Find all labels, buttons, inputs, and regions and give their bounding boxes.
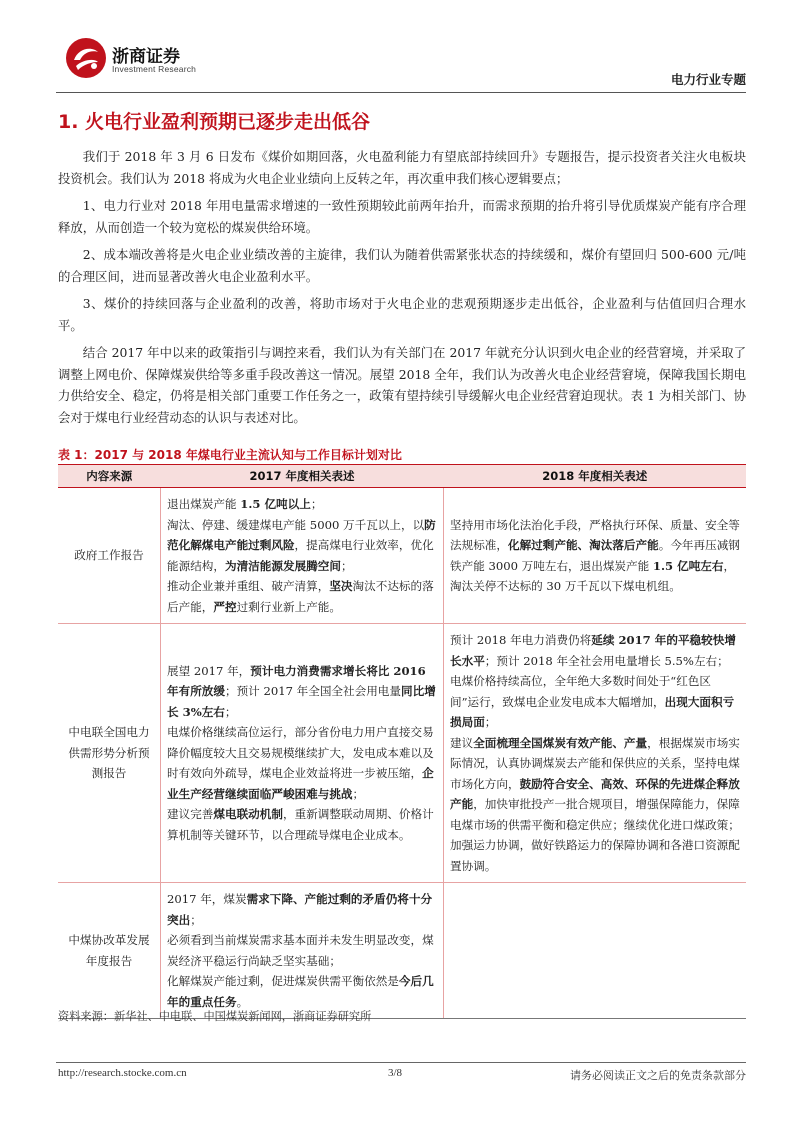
- bold-text: 坚决: [329, 579, 353, 593]
- cell-line: [167, 661, 437, 723]
- text: ；: [190, 912, 202, 927]
- source-note: 资料来源：新华社、中电联、中国煤炭新闻网，浙商证券研究所: [58, 1010, 372, 1023]
- text: 2017 年，煤炭: [167, 892, 247, 906]
- bold-text: 同比增长 3%左右: [167, 684, 436, 719]
- text: 必须看到当前煤炭需求基本面并未发生明显改变，煤炭经济平稳运行尚缺乏坚实基础；: [167, 933, 434, 968]
- bold-text: 企业生产经营继续面临严峻困难与挑战: [167, 766, 434, 801]
- row-source: 政府工作报告: [58, 488, 161, 624]
- table-row: [58, 488, 746, 624]
- zheshang-logo-icon: [64, 36, 108, 80]
- header-divider: [56, 92, 746, 93]
- text: 。: [236, 994, 249, 1009]
- page-header: [56, 36, 746, 92]
- bold-text: 需求下降、产能过剩的矛盾仍将十分突出: [167, 892, 433, 927]
- text: 坚持用市场化法治化手段，严格执行环保、质量、安全等法规标准，: [450, 517, 740, 552]
- bold-text: 鼓励符合安全、高效、环保的先进煤企释放产能: [450, 776, 740, 811]
- paragraph: 2、成本端改善将是火电企业业绩改善的主旋律，我们认为随着供需紧张状态的持续缓和，煤价有望回归 500-600 元/吨的合理区间，进而显著改善火电企业盈利水平。: [58, 247, 746, 284]
- text: ；: [224, 704, 237, 719]
- bold-text: 防范化解煤电产能过剩风险: [167, 517, 436, 552]
- text: ，淘汰关停不达标的 30 万千瓦以下煤电机组。: [450, 558, 736, 593]
- cell-2018: [444, 883, 747, 1019]
- cell-line: [167, 971, 437, 1012]
- cell-line: [167, 930, 437, 971]
- brand-name: 浙商证券: [112, 47, 180, 67]
- table-row: [58, 883, 746, 1019]
- bold-text: 预计电力消费需求增长将比 2016 年有所放缓: [167, 663, 426, 699]
- text: ，重新调整联动周期、价格计算机制等关键环节，以合理疏导煤电企业成本。: [167, 807, 434, 842]
- text: 建议: [450, 735, 474, 750]
- text: ；: [340, 558, 353, 573]
- table-header-row: [58, 465, 746, 488]
- text: 建议完善: [167, 807, 214, 822]
- cell-line: [167, 804, 437, 845]
- header-2017: 2017 年度相关表述: [161, 465, 444, 488]
- cell-2018: [444, 488, 747, 624]
- cell-2017: [161, 488, 444, 624]
- bold-text: 化解过剩产能、淘汰落后产能: [507, 538, 659, 552]
- cell-line: [167, 576, 437, 617]
- text: ；: [484, 715, 497, 729]
- report-series: 电力行业专题: [670, 72, 746, 87]
- cell-line: [450, 630, 740, 671]
- text: ，加快审批投产一批合规项目，增强保障能力，保障电煤市场的供需平衡和稳定供应；继续优化进口煤政策；: [450, 797, 740, 832]
- footer-divider: [56, 1062, 746, 1063]
- comparison-table: [58, 464, 746, 1019]
- header-2018: 2018 年度相关表述: [444, 465, 747, 488]
- table-body: [58, 488, 746, 1019]
- row-source: 中电联全国电力供需形势分析预测报告: [58, 624, 161, 883]
- text: 展望 2017 年，: [167, 663, 251, 678]
- text: ；预计 2017 年全国全社会用电量: [224, 684, 401, 699]
- cell-2017: [161, 624, 444, 883]
- cell-2018: [444, 624, 747, 883]
- text: 推动企业兼并重组、破产清算，: [167, 579, 330, 593]
- section-title: 1. 火电行业盈利预期已逐步走出低谷: [58, 111, 371, 133]
- bold-text: 今后几年的重点任务: [167, 974, 434, 1009]
- body-text: [58, 146, 746, 428]
- cell-line: [450, 671, 740, 733]
- bold-text: 为清洁能源发展腾空间: [224, 558, 341, 573]
- text: ，提高煤电行业效率，优化能源结构，: [167, 538, 434, 573]
- bold-text: 煤电联动机制: [213, 807, 283, 822]
- cell-line: [167, 515, 437, 577]
- text: 过剩行业新上产能。: [236, 599, 341, 614]
- bold-text: 严控: [213, 599, 237, 614]
- table-title: 表 1：2017 与 2018 年煤电行业主流认知与工作目标计划对比: [58, 448, 402, 462]
- cell-line: [450, 733, 740, 836]
- footer-url: http://research.stocke.com.cn: [58, 1067, 187, 1079]
- text: 化解煤炭产能过剩，促进煤炭供需平衡依然是: [167, 974, 399, 988]
- cell-line: [167, 494, 437, 515]
- cell-line: [450, 515, 740, 597]
- row-source: 中煤协改革发展年度报告: [58, 883, 161, 1019]
- cell-line: [167, 889, 437, 930]
- bold-text: 全面梳理全国煤炭有效产能、产量: [473, 735, 648, 750]
- header-source: 内容来源: [58, 465, 161, 488]
- cell-2017: [161, 883, 444, 1019]
- text: 退出煤炭产能: [167, 497, 241, 511]
- paragraph: 我们于 2018 年 3 月 6 日发布《煤价如期回落，火电盈利能力有望底部持续回升》专题报告，提示投资者关注火电板块投资机会。我们认为 2018 将成为火电企业业绩向上反转之年，再次重申我们核心逻辑要点；: [58, 149, 746, 186]
- bold-text: 1.5 亿吨左右: [652, 558, 724, 573]
- cell-line: [450, 835, 740, 876]
- footer-disclaimer: 请务必阅读正文之后的免责条款部分: [570, 1069, 746, 1082]
- text: 淘汰、停建、缓建煤电产能 5000 万千瓦以上，以: [167, 517, 425, 532]
- page-number: 3/8: [388, 1067, 403, 1079]
- text: 预计 2018 年电力消费仍将: [450, 633, 592, 647]
- text: ；预计 2018 年全社会用电量增长 5.5%左右；: [484, 653, 729, 668]
- bold-text: 延续 2017 年的平稳较快增长水平: [450, 633, 736, 668]
- paragraph: 1、电力行业对 2018 年用电量需求增速的一致性预期较此前两年抬升，而需求预期的抬升将引导优质煤炭产能有序合理释放，从而创造一个较为宽松的煤炭供给环境。: [58, 198, 746, 235]
- brand-tagline: Investment Research: [112, 64, 197, 74]
- bold-text: 1.5 亿吨以上: [240, 497, 311, 511]
- cell-line: [167, 722, 437, 804]
- paragraph: 结合 2017 年中以来的政策指引与调控来看，我们认为有关部门在 2017 年就充分认识到火电企业的经营窘境，并采取了调整上网电价、保障煤炭供给等多重手段改善这一情况。展望 2018 全年，我们认为改善火电企业经营窘境，保障我国长期电力供给安全、稳定，仍将是相关部门重要工作任务之一，政策有望持续引导缓解火电企业经营窘迫现状。表 1 为相关部门、协会对于煤电行业经营动态的认识与表述对比。: [58, 345, 746, 425]
- text: 。今年再压减钢铁产能 3000 万吨左右，退出煤炭产能: [450, 538, 740, 573]
- text: ；: [352, 786, 365, 801]
- text: ，根据煤炭市场实际情况，认真协调煤炭去产能和保供应的关系，坚持电煤市场化方向，: [450, 735, 740, 791]
- text: ；: [310, 497, 323, 511]
- table-row: [58, 624, 746, 883]
- text: 电煤价格继续高位运行，部分省份电力用户直接交易降价幅度较大且交易规模继续扩大，发电成本难以及时有效向外疏导，煤电企业效益将进一步被压缩，: [167, 725, 434, 781]
- bold-text: 出现大面积亏损局面: [450, 694, 735, 729]
- text: 加强运力协调，做好铁路运力的保障协调和各港口资源配置协调。: [450, 838, 740, 873]
- text: 电煤价格持续高位，全年绝大多数时间处于“红色区间”运行，致煤电企业发电成本大幅增加，: [450, 674, 711, 709]
- text: 淘汰不达标的落后产能，: [167, 579, 434, 614]
- paragraph: 3、煤价的持续回落与企业盈利的改善，将助市场对于火电企业的悲观预期逐步走出低谷，企业盈利与估值回归合理水平。: [58, 296, 746, 333]
